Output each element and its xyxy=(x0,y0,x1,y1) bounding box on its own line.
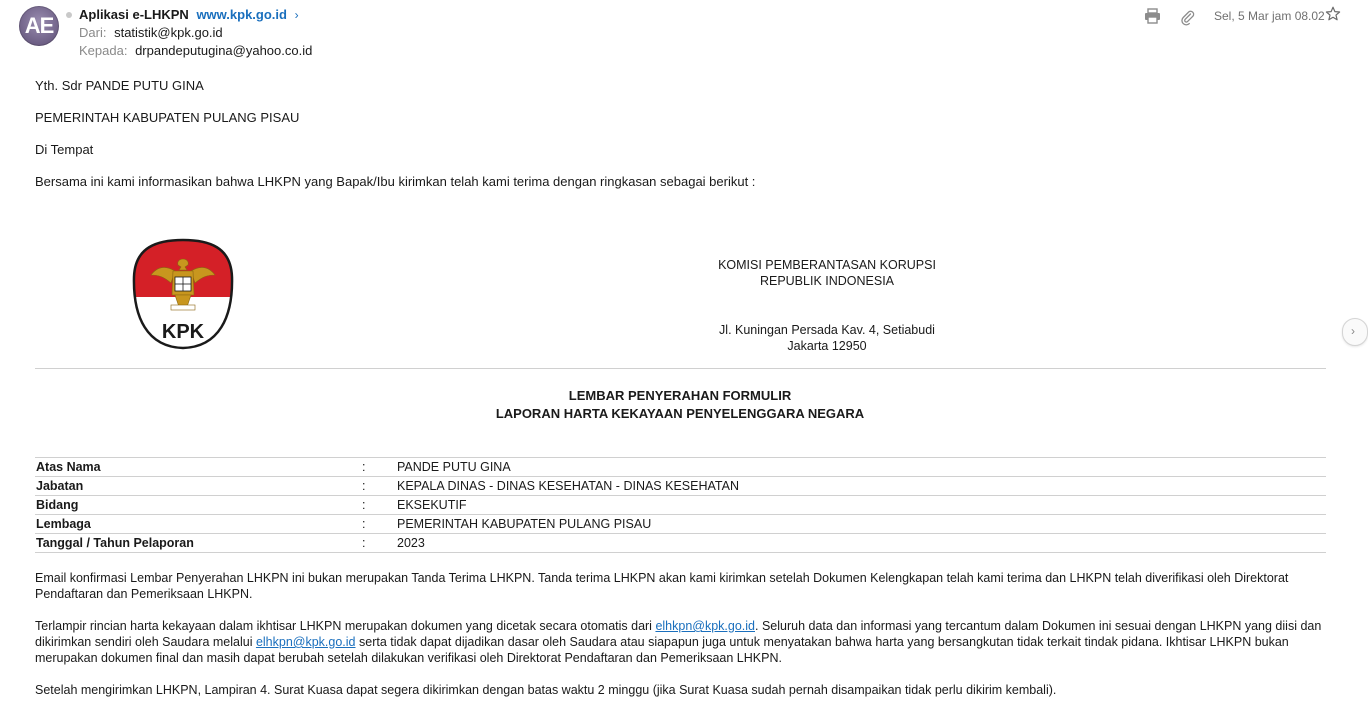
paperclip-icon[interactable] xyxy=(1180,9,1195,24)
row-value: EKSEKUTIF xyxy=(397,498,467,512)
chevron-right-icon[interactable]: › xyxy=(294,8,299,22)
table-row xyxy=(35,534,1326,553)
row-label: Atas Nama xyxy=(36,460,101,474)
document-title-line-2: LAPORAN HARTA KEKAYAAN PENYELENGGARA NEGARA xyxy=(495,406,865,421)
address-line-1: Jl. Kuningan Persada Kav. 4, Setiabudi xyxy=(719,323,935,337)
details-table xyxy=(35,457,1326,553)
from-row xyxy=(79,25,223,40)
star-icon[interactable] xyxy=(1325,6,1341,22)
row-value: KEPALA DINAS - DINAS KESEHATAN - DINAS KESEHATAN xyxy=(397,479,739,493)
to-address[interactable]: drpandeputugina@yahoo.co.id xyxy=(135,43,313,58)
kpk-logo xyxy=(131,237,235,351)
sender-name[interactable]: Aplikasi e-LHKPN xyxy=(79,7,189,22)
org-line-2: REPUBLIK INDONESIA xyxy=(759,274,895,288)
unread-indicator xyxy=(66,12,72,18)
elhkpn-email-link[interactable]: elhkpn@kpk.go.id xyxy=(255,635,356,649)
row-colon: : xyxy=(362,536,366,550)
table-row xyxy=(35,496,1326,515)
row-colon: : xyxy=(362,460,366,474)
row-colon: : xyxy=(362,479,366,493)
organization-name xyxy=(600,257,1054,289)
document-title xyxy=(380,387,980,423)
greeting-recipient: Yth. Sdr PANDE PUTU GINA xyxy=(35,78,204,93)
row-label: Bidang xyxy=(36,498,79,512)
from-label: Dari: xyxy=(79,25,107,40)
row-colon: : xyxy=(362,498,366,512)
greeting-institution: PEMERINTAH KABUPATEN PULANG PISAU xyxy=(35,110,300,125)
table-row xyxy=(35,458,1326,477)
attachment-paragraph xyxy=(35,618,1327,666)
power-of-attorney-paragraph: Setelah mengirimkan LHKPN, Lampiran 4. Surat Kuasa dapat segera dikirimkan dengan batas waktu 2 minggu (jika Surat Kuasa sudah pernah disampaikan tidak perlu dikirim kembali). xyxy=(35,683,1057,697)
table-row xyxy=(35,477,1326,496)
to-row xyxy=(79,43,312,58)
attachment-text-2: . Seluruh data dan informasi yang tercantum dalam Dokumen ini sesuai dengan LHKPN yang diisi dan dikirimkan sendiri oleh Saudara melalui xyxy=(35,619,1322,649)
confirmation-paragraph: Email konfirmasi Lembar Penyerahan LHKPN ini bukan merupakan Tanda Terima LHKPN. Tanda terima LHKPN akan kami kirimkan setelah Dokumen Kelengkapan telah kami terima dan LHKPN telah diverifikasi oleh Direktorat Pendaftaran dan Pemeriksaan LHKPN. xyxy=(35,571,1289,601)
letterhead-divider xyxy=(35,368,1326,369)
row-label: Jabatan xyxy=(36,479,84,493)
row-value: 2023 xyxy=(397,536,425,550)
table-row xyxy=(35,515,1326,534)
kpk-logo-text: KPK xyxy=(161,321,205,343)
row-colon: : xyxy=(362,517,366,531)
greeting-place: Di Tempat xyxy=(35,142,94,157)
sender-line xyxy=(79,7,299,22)
row-value: PEMERINTAH KABUPATEN PULANG PISAU xyxy=(397,517,652,531)
attachment-text-3: serta tidak dapat dijadikan dasar oleh Saudara atau siapapun juga untuk menyatakan bahwa harta yang bersangkutan tidak terkait tindak pidana. Ikhtisar LHKPN bukan merupakan dokumen final dan masih dapat berubah setelah dilakukan verifikasi oleh Direktorat Pendaftaran dan Pemeriksaan LHKPN. xyxy=(35,635,1289,665)
attachment-text-1: Terlampir rincian harta kekayaan dalam ikhtisar LHKPN merupakan dokumen yang dicetak secara otomatis dari xyxy=(35,619,656,633)
address-line-2: Jakarta 12950 xyxy=(787,339,867,353)
next-message-button[interactable] xyxy=(1342,318,1368,346)
intro-text: Bersama ini kami informasikan bahwa LHKPN yang Bapak/Ibu kirimkan telah kami terima dengan ringkasan sebagai berikut : xyxy=(35,174,756,189)
to-label: Kepada: xyxy=(79,43,128,58)
from-address[interactable]: statistik@kpk.go.id xyxy=(114,25,223,40)
row-value: PANDE PUTU GINA xyxy=(397,460,511,474)
row-label: Lembaga xyxy=(36,517,91,531)
sender-avatar[interactable]: AE xyxy=(19,6,59,46)
row-label: Tanggal / Tahun Pelaporan xyxy=(36,536,194,550)
print-icon[interactable] xyxy=(1144,8,1161,24)
document-title-line-1: LEMBAR PENYERAHAN FORMULIR xyxy=(568,388,792,403)
elhkpn-email-link[interactable]: elhkpn@kpk.go.id xyxy=(655,619,755,633)
chevron-right-icon: › xyxy=(1351,324,1355,338)
email-date: Sel, 5 Mar jam 08.02 xyxy=(1214,9,1325,23)
org-line-1: KOMISI PEMBERANTASAN KORUPSI xyxy=(718,258,936,272)
organization-address xyxy=(600,322,1054,354)
sender-website-link[interactable]: www.kpk.go.id xyxy=(196,7,287,22)
